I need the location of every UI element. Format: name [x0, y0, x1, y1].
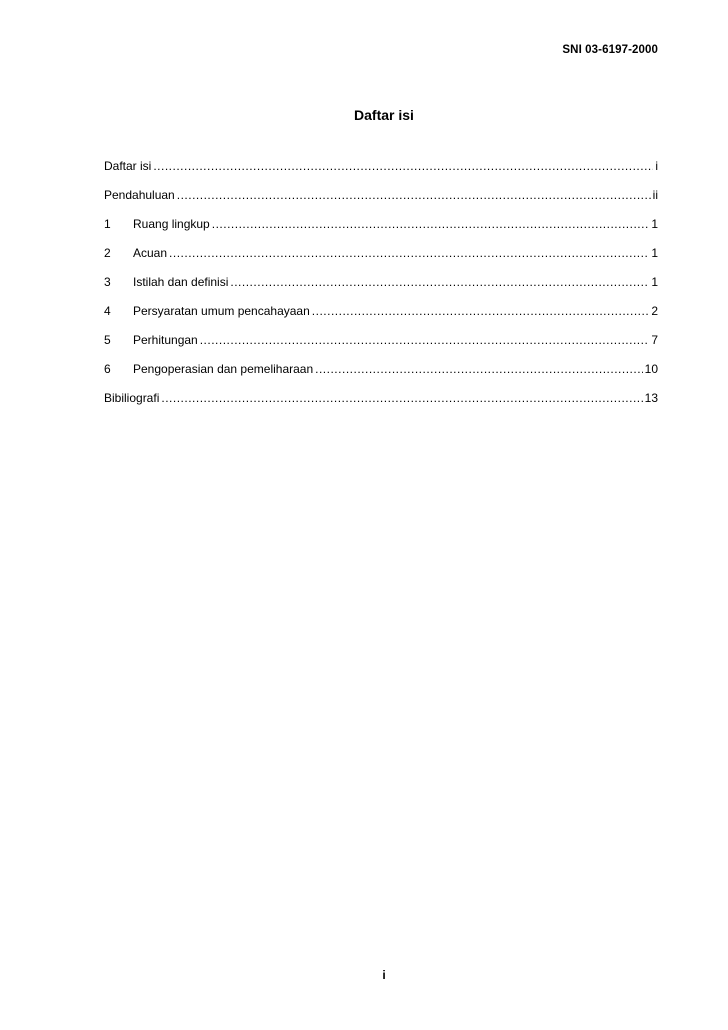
toc-section-number: 5 [104, 333, 111, 347]
toc-page-number: 7 [651, 333, 658, 347]
toc-entry-daftar-isi[interactable] [104, 159, 658, 188]
footer-page-number: i [382, 968, 386, 982]
toc-dot-leader [153, 159, 653, 173]
toc-page-number: 1 [651, 246, 658, 260]
document-code: SNI 03-6197-2000 [562, 44, 658, 56]
toc-dot-leader [312, 304, 650, 318]
toc-entry-perhitungan[interactable] [104, 333, 658, 362]
toc-label: Acuan [133, 246, 168, 260]
toc-page-number: ii [652, 188, 658, 202]
toc-section-number: 1 [104, 217, 111, 231]
toc-label: Perhitungan [133, 333, 198, 347]
toc-page-number: 1 [651, 217, 658, 231]
toc-entry-persyaratan-umum-pencahayaan[interactable] [104, 304, 658, 333]
toc-label: Istilah dan definisi [133, 275, 229, 289]
toc-label: Ruang lingkup [133, 217, 210, 231]
toc-section-number: 3 [104, 275, 111, 289]
toc-dot-leader [212, 217, 650, 231]
toc-page-number: i [655, 159, 658, 173]
toc-entry-pengoperasian-dan-pemeliharaan[interactable] [104, 362, 658, 391]
toc-label: Bibiliografi [104, 391, 160, 405]
toc-page-number: 13 [644, 391, 658, 405]
toc-page-number: 1 [651, 275, 658, 289]
toc-label: Pendahuluan [104, 188, 175, 202]
toc-label: Persyaratan umum pencahayaan [133, 304, 310, 318]
toc-section-number: 6 [104, 362, 111, 376]
toc-page-number: 2 [651, 304, 658, 318]
toc-dot-leader [230, 275, 649, 289]
toc-label: Daftar isi [104, 159, 152, 173]
toc-dot-leader [161, 391, 642, 405]
toc-label: Pengoperasian dan pemeliharaan [133, 362, 314, 376]
toc-entry-ruang-lingkup[interactable] [104, 217, 658, 246]
toc-section-number: 4 [104, 304, 111, 318]
toc-section-number: 2 [104, 246, 111, 260]
toc-page-number: 10 [644, 362, 658, 376]
toc-entry-istilah-dan-definisi[interactable] [104, 275, 658, 304]
toc-dot-leader [200, 333, 650, 347]
toc-entry-bibiliografi[interactable] [104, 391, 658, 420]
toc-entry-acuan[interactable] [104, 246, 658, 275]
toc-entry-pendahuluan[interactable] [104, 188, 658, 217]
table-of-contents [104, 159, 658, 420]
toc-dot-leader [177, 188, 651, 202]
page-title: Daftar isi [354, 107, 414, 123]
toc-dot-leader [315, 362, 643, 376]
toc-dot-leader [169, 246, 649, 260]
